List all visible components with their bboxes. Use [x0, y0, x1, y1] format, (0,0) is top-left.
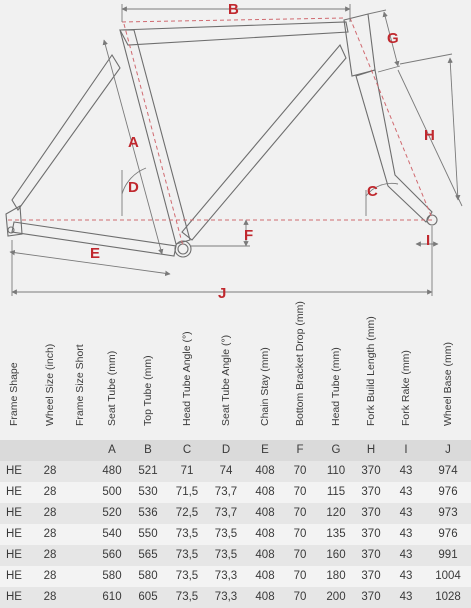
table-cell: 500	[102, 486, 122, 498]
table-cell: 370	[361, 486, 381, 498]
table-cell: 73,5	[214, 549, 238, 561]
table-cell: HE	[6, 591, 22, 603]
dim-label-b: B	[228, 1, 239, 18]
table-cell: 28	[43, 507, 57, 519]
table-cell: 536	[138, 507, 158, 519]
column-header-label: Seat Tube (mm)	[106, 350, 118, 426]
table-cell: 28	[43, 591, 57, 603]
table-cell: 70	[293, 486, 307, 498]
column-header-label: Frame Shape	[8, 362, 20, 426]
dimension-letter-cell: J	[445, 444, 451, 456]
dim-label-e: E	[90, 245, 101, 262]
table-cell: 70	[293, 549, 307, 561]
table-cell: HE	[6, 507, 22, 519]
column-header	[6, 308, 22, 438]
table-header-row	[0, 301, 471, 440]
table-row	[0, 566, 471, 587]
dimension-letter-cell: A	[108, 444, 116, 456]
table-cell: 70	[293, 465, 307, 477]
table-cell: 974	[438, 465, 458, 477]
dimension-letter-cell: H	[366, 444, 376, 456]
column-header-label: Bottom Bracket Drop (mm)	[294, 301, 306, 426]
dimension-letter-cell: F	[296, 444, 304, 456]
table-cell: 408	[255, 570, 275, 582]
table-cell: 520	[102, 507, 122, 519]
table-cell: 72,5	[175, 507, 199, 519]
table-cell: 976	[438, 528, 458, 540]
dimension-letter-cell: B	[144, 444, 152, 456]
table-cell: 71,5	[175, 486, 199, 498]
table-cell: 560	[102, 549, 122, 561]
table-cell: 408	[255, 528, 275, 540]
table-cell: 74	[219, 465, 233, 477]
table-cell: 180	[326, 570, 346, 582]
table-cell: 70	[293, 528, 307, 540]
column-header-label: Frame Size Short	[74, 344, 86, 426]
table-cell: 370	[361, 570, 381, 582]
table-cell: 973	[438, 507, 458, 519]
table-cell: 408	[255, 507, 275, 519]
table-cell: 370	[361, 591, 381, 603]
table-cell: 28	[43, 528, 57, 540]
table-cell: 110	[326, 465, 346, 477]
column-header-label: Wheel Size (inch)	[44, 343, 56, 426]
dim-label-c: C	[367, 183, 378, 200]
table-cell: 43	[399, 549, 413, 561]
table-cell: 73,5	[214, 528, 238, 540]
dim-label-a: A	[128, 134, 139, 151]
table-cell: 28	[43, 549, 57, 561]
table-body	[0, 461, 471, 608]
table-cell: HE	[6, 570, 22, 582]
table-cell: 976	[438, 486, 458, 498]
table-cell: 28	[43, 570, 57, 582]
table-cell: 370	[361, 507, 381, 519]
table-cell: 73,5	[175, 570, 199, 582]
table-cell: 43	[399, 591, 413, 603]
table-cell: 43	[399, 570, 413, 582]
table-row	[0, 461, 471, 482]
table-cell: 43	[399, 486, 413, 498]
reference-lines	[8, 18, 432, 246]
table-cell: 28	[43, 465, 57, 477]
table-cell: 73,3	[214, 591, 238, 603]
column-header-label: Seat Tube Angle (°)	[220, 334, 232, 426]
column-header	[179, 308, 195, 438]
table-cell: HE	[6, 528, 22, 540]
table-cell: 160	[326, 549, 346, 561]
table-cell: 408	[255, 591, 275, 603]
table-cell: 610	[102, 591, 122, 603]
table-row	[0, 587, 471, 608]
table-cell: 530	[138, 486, 158, 498]
table-cell: 565	[138, 549, 158, 561]
dimension-letter-cell: E	[261, 444, 269, 456]
dimension-letter-cell: I	[404, 444, 408, 456]
dimension-lines	[10, 4, 462, 296]
column-header-label: Fork Build Length (mm)	[365, 316, 377, 426]
table-cell: 370	[361, 465, 381, 477]
table-cell: 408	[255, 465, 275, 477]
table-cell: 580	[138, 570, 158, 582]
dim-label-f: F	[244, 227, 254, 244]
table-cell: 135	[326, 528, 346, 540]
column-header-label: Head Tube Angle (°)	[181, 331, 193, 426]
table-cell: 73,3	[214, 570, 238, 582]
table-cell: 1028	[435, 591, 461, 603]
column-header	[104, 308, 120, 438]
column-header	[218, 308, 234, 438]
table-cell: 521	[138, 465, 158, 477]
table-cell: 550	[138, 528, 158, 540]
table-cell: 43	[399, 465, 413, 477]
column-header-label: Top Tube (mm)	[142, 355, 154, 426]
dimension-letter-cell: G	[331, 444, 341, 456]
table-cell: 70	[293, 570, 307, 582]
column-header	[398, 308, 414, 438]
column-header	[72, 308, 88, 438]
table-cell: HE	[6, 465, 22, 477]
table-cell: 1004	[435, 570, 461, 582]
table-cell: 73,7	[214, 507, 238, 519]
table-cell: 991	[438, 549, 458, 561]
table-row	[0, 524, 471, 545]
table-cell: 370	[361, 549, 381, 561]
table-cell: 540	[102, 528, 122, 540]
table-cell: 200	[326, 591, 346, 603]
table-cell: 70	[293, 591, 307, 603]
table-cell: 120	[326, 507, 346, 519]
geometry-table	[0, 301, 471, 608]
table-cell: 73,7	[214, 486, 238, 498]
table-row	[0, 503, 471, 524]
table-cell: 408	[255, 486, 275, 498]
table-cell: 28	[43, 486, 57, 498]
table-cell: 605	[138, 591, 158, 603]
frame-outline	[6, 14, 437, 257]
table-letter-row	[0, 440, 471, 461]
table-cell: HE	[6, 549, 22, 561]
dim-label-j: J	[218, 285, 227, 302]
column-header	[440, 308, 456, 438]
table-cell: 115	[326, 486, 346, 498]
dim-label-h: H	[424, 127, 435, 144]
table-cell: 70	[293, 507, 307, 519]
dim-label-g: G	[387, 30, 399, 47]
table-cell: 43	[399, 507, 413, 519]
table-cell: 73,5	[175, 549, 199, 561]
column-header	[328, 308, 344, 438]
dimension-letter-cell: C	[182, 444, 192, 456]
table-row	[0, 545, 471, 566]
table-cell: 73,5	[175, 591, 199, 603]
column-header	[257, 308, 273, 438]
column-header-label: Wheel Base (mm)	[442, 341, 454, 426]
dimension-letter-cell: D	[221, 444, 231, 456]
table-cell: 370	[361, 528, 381, 540]
dim-label-i: I	[426, 232, 431, 249]
column-header-label: Head Tube (mm)	[330, 347, 342, 426]
table-cell: 71	[180, 465, 194, 477]
table-cell: 73,5	[175, 528, 199, 540]
column-header	[292, 301, 308, 438]
table-cell: 580	[102, 570, 122, 582]
table-row	[0, 482, 471, 503]
table-cell: HE	[6, 486, 22, 498]
table-cell: 480	[102, 465, 122, 477]
column-header-label: Chain Stay (mm)	[259, 347, 271, 426]
dim-label-d: D	[128, 179, 139, 196]
column-header	[140, 308, 156, 438]
column-header-label: Fork Rake (mm)	[400, 350, 412, 426]
column-header	[42, 308, 58, 438]
table-cell: 408	[255, 549, 275, 561]
column-header	[363, 308, 379, 438]
table-cell: 43	[399, 528, 413, 540]
